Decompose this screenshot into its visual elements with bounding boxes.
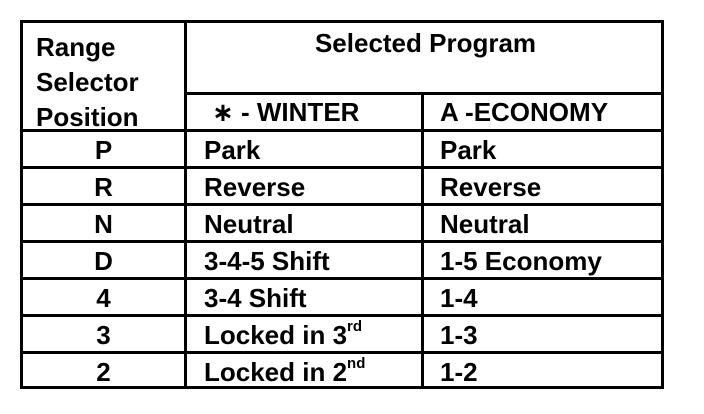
economy-cell: Park bbox=[440, 135, 497, 165]
winter-cell-text: Locked in 2 bbox=[204, 357, 348, 387]
position-cell: 2 bbox=[96, 357, 111, 387]
row-divider-6 bbox=[20, 351, 664, 354]
winter-cell: 3-4 Shift bbox=[204, 283, 307, 313]
header-position: Position bbox=[36, 102, 139, 132]
header-subdivider bbox=[184, 92, 664, 95]
winter-cell-text: Locked in 3 bbox=[204, 320, 348, 350]
economy-cell: 1-2 bbox=[440, 357, 478, 387]
row-divider-1 bbox=[20, 166, 664, 169]
row-divider-5 bbox=[20, 314, 664, 317]
economy-column-header: A -ECONOMY bbox=[440, 97, 609, 127]
winter-cell: 3-4-5 Shift bbox=[204, 246, 330, 276]
economy-cell: 1-5 Economy bbox=[440, 246, 602, 276]
header-selector: Selector bbox=[36, 67, 139, 97]
economy-cell: 1-4 bbox=[440, 283, 478, 313]
winter-cell: Reverse bbox=[204, 172, 306, 202]
economy-cell: 1-3 bbox=[440, 320, 478, 350]
position-cell: N bbox=[94, 209, 113, 239]
range-selector-position-header bbox=[36, 30, 139, 135]
selected-program-header: Selected Program bbox=[314, 28, 537, 58]
winter-cell bbox=[204, 355, 366, 387]
position-cell: P bbox=[94, 135, 113, 165]
economy-cell: Reverse bbox=[440, 172, 542, 202]
winter-cell bbox=[204, 318, 363, 350]
winter-cell: Neutral bbox=[204, 209, 294, 239]
row-divider-4 bbox=[20, 277, 664, 280]
position-cell: 4 bbox=[96, 283, 111, 313]
ordinal-suffix: nd bbox=[347, 355, 366, 372]
economy-cell: Neutral bbox=[440, 209, 530, 239]
position-cell: D bbox=[94, 246, 113, 276]
position-cell: 3 bbox=[96, 320, 111, 350]
ordinal-suffix: rd bbox=[347, 318, 363, 335]
winter-cell: Park bbox=[204, 135, 261, 165]
row-divider-2 bbox=[20, 203, 664, 206]
position-cell: R bbox=[94, 172, 113, 202]
winter-column-header: ∗ - WINTER bbox=[212, 97, 360, 127]
row-divider-3 bbox=[20, 240, 664, 243]
header-range: Range bbox=[36, 32, 116, 62]
